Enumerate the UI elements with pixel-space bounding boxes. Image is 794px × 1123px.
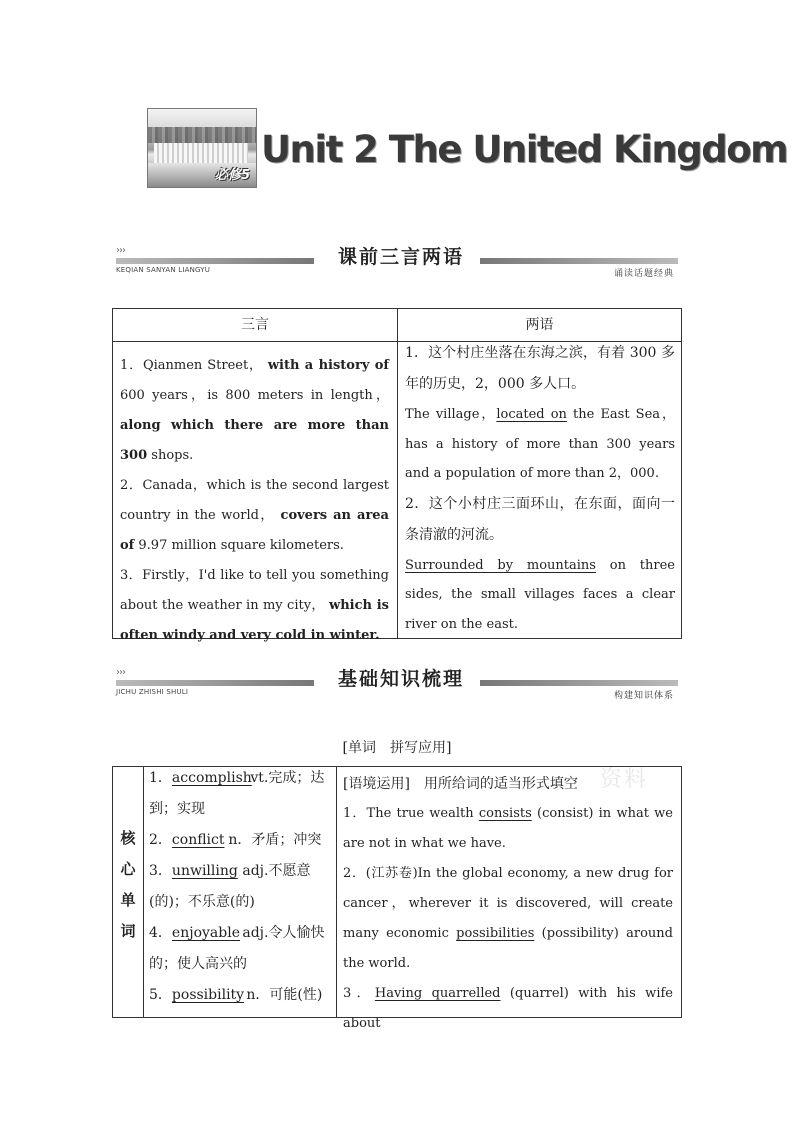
word-item-1: 1．accomplish vt.完成；达到；实现 — [149, 763, 330, 825]
section2-pinyin: JICHU ZHISHI SHULI — [116, 688, 189, 696]
waterfall-cover-image — [147, 108, 257, 188]
col-header-sanyan: 三言 — [241, 317, 269, 333]
exercise-header: [语境运用] 用所给词的适当形式填空 — [343, 776, 578, 792]
chevron-icon: ››› — [116, 245, 125, 256]
col-header-liangyu: 两语 — [525, 317, 554, 333]
exercise-item-1: 1．The true wealth consists (consist) in what we are not in what we have. — [343, 806, 673, 851]
section1-banner — [116, 241, 678, 281]
liangyu-zh-2: 2．这个小村庄三面环山，在东面，面向一条清澈的河流。 — [405, 495, 675, 543]
answer-blank: accomplish — [171, 770, 252, 786]
exercise-column — [343, 769, 673, 1039]
word-item-2: 2．conflict n．矛盾；冲突 — [149, 825, 330, 856]
exercise-item-3: 3．Having quarrelled (quarrel) with his wife about — [343, 986, 673, 1031]
answer-blank: possibilities — [456, 926, 535, 941]
answer-blank: conflict — [171, 832, 225, 848]
section2-banner — [116, 663, 678, 703]
sanyan-item-3: 3．Firstly，I'd like to tell you something about the weather in my city， which is often windy and very cold in winter. — [120, 568, 389, 643]
sanyan-item-2: 2．Canada，which is the second largest country in the world， covers an area of 9.97 million square kilometers. — [120, 478, 389, 553]
exercise-item-2: 2．(江苏卷)In the global economy, a new drug for cancer，wherever it is discovered, will create many economic possibilities (possibility) around the world. — [343, 866, 673, 971]
chevron-icon: ››› — [116, 667, 125, 678]
banner-rule-right — [480, 680, 678, 686]
section2-tag: 构建知识体系 — [613, 691, 674, 701]
word-list — [149, 763, 330, 1011]
section1-pinyin: KEQIAN SANYAN LIANGYU — [116, 266, 211, 274]
word-item-3: 3．unwilling adj.不愿意(的)；不乐意(的) — [149, 856, 330, 918]
answer-blank: Having quarrelled — [374, 986, 501, 1001]
liangyu-zh-1: 1．这个村庄坐落在东海之滨，有着 300 多年的历史，2，000 多人口。 — [405, 345, 675, 392]
unit-title: Unit 2 The United Kingdom — [261, 128, 788, 171]
sanyan-liangyu-table — [112, 308, 682, 643]
section1-title: 课前三言两语 — [337, 246, 464, 268]
banner-rule-left — [116, 680, 314, 686]
liangyu-en-2: Surrounded by mountains on three sides, the small villages faces a clear river on the east. — [405, 557, 675, 632]
answer-blank: located on — [496, 407, 567, 422]
answer-blank: enjoyable — [171, 925, 240, 941]
sanyan-column — [120, 351, 389, 651]
unit-header — [147, 108, 788, 190]
watermark-text: 资料 — [600, 767, 649, 792]
banner-rule-right — [480, 258, 678, 264]
answer-blank: consists — [478, 806, 532, 821]
answer-blank: possibility — [171, 987, 245, 1003]
answer-blank: Surrounded by mountains — [405, 557, 596, 573]
word-item-5: 5．possibility n．可能(性) — [149, 980, 330, 1011]
answer-blank: unwilling — [171, 863, 238, 879]
word-item-4: 4．enjoyable adj.令人愉快的；使人高兴的 — [149, 918, 330, 980]
liangyu-en-1: The village，located on the East Sea，has a history of more than 300 years and a population of more than 2，000. — [405, 407, 675, 481]
banner-rule-left — [116, 258, 314, 264]
core-words-label: 核 心 单 词 — [120, 829, 136, 940]
section1-tag: 诵读话题经典 — [613, 269, 674, 279]
section2-title: 基础知识梳理 — [337, 668, 464, 690]
liangyu-column — [405, 338, 675, 639]
word-spelling-heading: [单词 拼写应用] — [342, 740, 452, 756]
volume-badge: 必修5 — [214, 168, 250, 183]
sanyan-item-1: 1．Qianmen Street， with a history of 600 years，is 800 meters in length， along which there are more than 300 shops. — [120, 358, 390, 463]
